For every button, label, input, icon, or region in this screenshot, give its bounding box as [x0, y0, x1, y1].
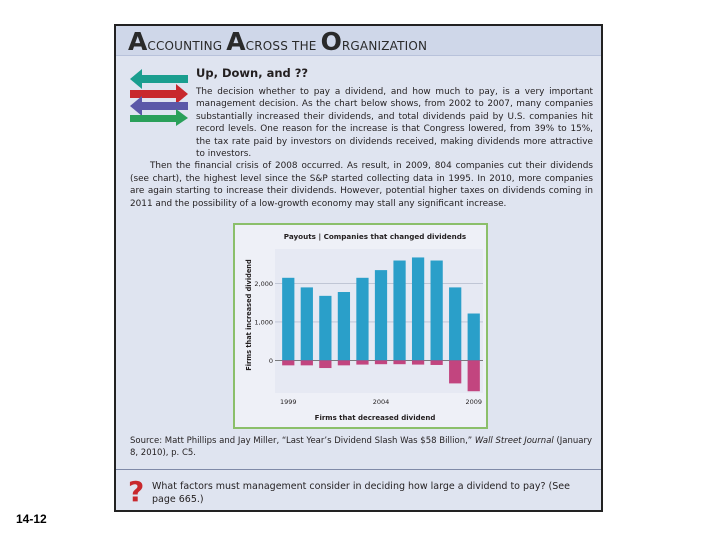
chart-bar-increased [356, 278, 368, 361]
chart-bar-increased [468, 314, 480, 361]
chart-bar-increased [301, 287, 313, 360]
source-prefix: Source: Matt Phillips and Jay Miller, “Last Year’s Dividend Slash Was $58 Billion,” [130, 436, 475, 446]
title-initial-2: A [226, 27, 246, 56]
feature-panel [114, 24, 603, 512]
dividend-chart [233, 223, 488, 429]
chart-bar-increased [319, 296, 331, 361]
chart-bar-increased [375, 270, 387, 360]
feature-subtitle: Up, Down, and ?? [196, 66, 309, 80]
chart-y-tick-label: 1,000 [254, 318, 273, 327]
chart-bar-decreased [338, 360, 350, 365]
body-paragraph-1: The decision whether to pay a dividend, and how much to pay, is a very important management decision. As the chart below shows, from 2002 to 2007, many companies substantially increased their dividends, and total dividends paid by U.S. companies hit record levels. One reason for the increase is that Congress lowered, from 39% to 15%, the tax rate paid by investors on dividends received, making dividends more attractive to investors. [196, 87, 593, 160]
section-divider [116, 469, 601, 470]
chart-bar-decreased [412, 360, 424, 364]
chart-bar-increased [282, 278, 294, 361]
title-initial-1: A [128, 27, 148, 56]
chart-y-tick-label: 2,000 [254, 280, 273, 289]
body-paragraph-2: Then the financial crisis of 2008 occurred. As result, in 2009, 804 companies cut their dividends (see chart), the highest level since the S&P started collecting data in 1995. In 2010, more companies are again starting to increase their dividends. However, potential higher taxes on dividends coming in 2011 and the possibility of a low-growth economy may stall any significant increase. [130, 161, 593, 209]
chart-y-axis-label: Firms that increased dividend [245, 259, 253, 371]
chart-x-tick-label: 2004 [372, 398, 390, 406]
chart-x-tick-label: 1999 [279, 398, 297, 406]
chart-bar-decreased [356, 360, 368, 364]
chart-bar-increased [393, 261, 405, 361]
chart-bar-increased [338, 292, 350, 360]
chart-bar-increased [412, 257, 424, 360]
feature-title [128, 27, 428, 56]
source-suffix: (January 8, 2010), p. C5. [130, 436, 593, 458]
chart-bar-decreased [449, 360, 461, 383]
source-citation [130, 436, 593, 459]
chart-canvas [235, 225, 486, 427]
chart-bar-decreased [468, 360, 480, 391]
chart-bar-decreased [319, 360, 331, 368]
title-initial-3: O [320, 27, 342, 56]
chart-bar-decreased [375, 360, 387, 364]
chart-bar-decreased [301, 360, 313, 365]
chart-title: Payouts | Companies that changed dividends [283, 232, 467, 241]
chart-y-tick-label: 0 [268, 356, 273, 365]
chart-bar-decreased [393, 360, 405, 364]
title-word-1: CCOUNTING [147, 39, 227, 53]
title-word-2: CROSS THE [245, 39, 321, 53]
chart-bar-increased [449, 287, 461, 360]
source-publication: Wall Street Journal [474, 436, 554, 446]
title-word-3: RGANIZATION [341, 39, 428, 53]
feature-header [116, 26, 601, 56]
question-mark-icon: ? [128, 475, 145, 508]
feature-body [130, 86, 593, 210]
chart-x-axis-label: Firms that decreased dividend [314, 414, 436, 422]
slide-number: 14-12 [16, 512, 47, 526]
chart-bar-decreased [282, 360, 294, 365]
chart-bar-decreased [431, 360, 443, 365]
discussion-question: What factors must management consider in deciding how large a dividend to pay? (See page 665.) [152, 481, 570, 505]
chart-x-tick-label: 2009 [465, 398, 483, 406]
chart-bar-increased [431, 261, 443, 361]
